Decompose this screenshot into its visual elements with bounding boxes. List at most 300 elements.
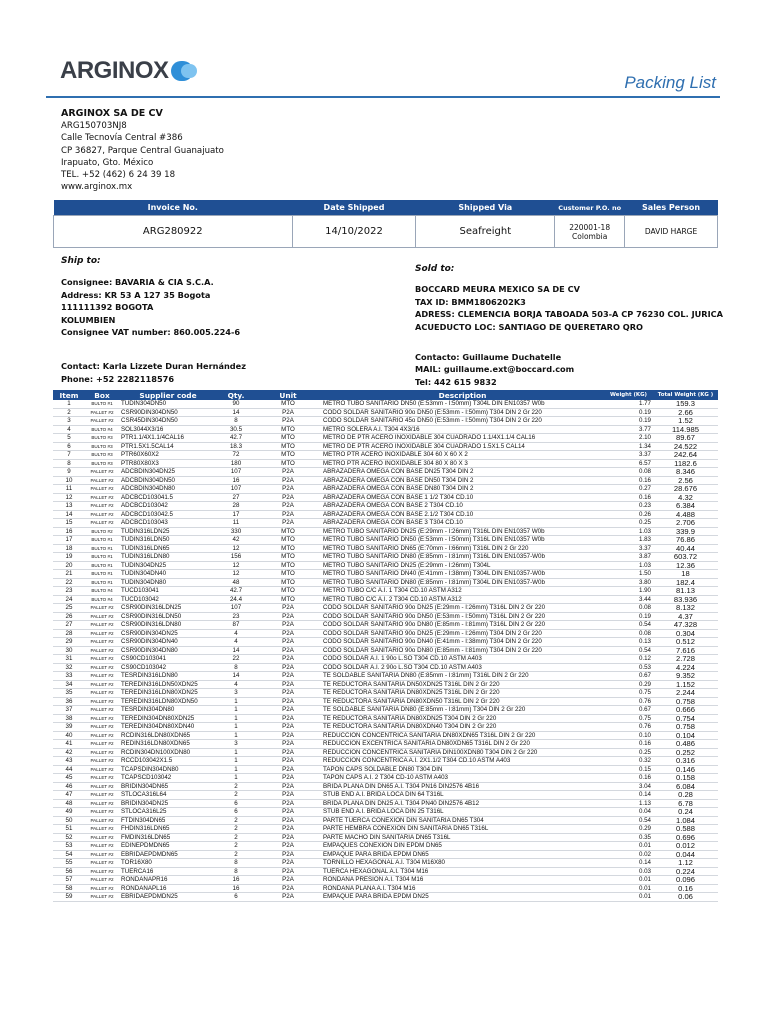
qty-cell: 1 xyxy=(217,731,255,740)
qty-cell: 14 xyxy=(217,646,255,655)
supplier-code-cell: ADCBCD103042 xyxy=(119,502,217,511)
box-cell: PALLET #2 xyxy=(85,697,119,706)
unit-cell: P2A xyxy=(255,629,321,638)
item-number-cell: 48 xyxy=(53,799,85,808)
sold-to-block xyxy=(415,263,723,388)
weight-cell: 0.75 xyxy=(604,714,653,723)
item-number-cell: 45 xyxy=(53,774,85,783)
supplier-code-cell: TCAPSDIN304DN80 xyxy=(119,765,217,774)
item-number-cell: 40 xyxy=(53,731,85,740)
unit-cell: P2A xyxy=(255,765,321,774)
supplier-code-cell: TESRDIN316LDN80 xyxy=(119,672,217,681)
box-cell: BULTO #1 xyxy=(85,536,119,545)
item-number-cell: 58 xyxy=(53,884,85,893)
qty-cell: 2 xyxy=(217,791,255,800)
weight-cell: 3.04 xyxy=(604,782,653,791)
ship-to-label: Ship to: xyxy=(61,256,101,266)
box-cell: PALLET #2 xyxy=(85,731,119,740)
qty-cell: 72 xyxy=(217,451,255,460)
weight-cell: 0.08 xyxy=(604,604,653,613)
description-cell: CODO SOLDAR SANITARIO 90o DN25 (E:29mm - I:26mm) T304 DIN 2 Gr 220 xyxy=(321,629,604,638)
weight-cell: 0.16 xyxy=(604,740,653,749)
unit-cell: P2A xyxy=(255,884,321,893)
supplier-code-cell: FTDIN304DN65 xyxy=(119,816,217,825)
supplier-code-cell: TUDIN316LDN65 xyxy=(119,544,217,553)
item-number-cell: 49 xyxy=(53,808,85,817)
qty-cell: 28 xyxy=(217,502,255,511)
total-weight-cell: 2.56 xyxy=(653,476,718,485)
total-weight-cell: 0.146 xyxy=(653,765,718,774)
total-weight-cell: 40.44 xyxy=(653,544,718,553)
logo-mark-icon xyxy=(171,61,201,81)
item-number-cell: 11 xyxy=(53,485,85,494)
description-cell: REDUCCION CONCENTRICA A.I. 2X1.1/2 T304 CD.10 ASTM A403 xyxy=(321,757,604,766)
table-row xyxy=(53,672,718,681)
total-weight-cell: 242.64 xyxy=(653,451,718,460)
qty-cell: 22 xyxy=(217,655,255,664)
total-weight-cell: 0.012 xyxy=(653,842,718,851)
description-cell: EMPAQUE PARA BRIDA EPDM DN25 xyxy=(321,893,604,902)
unit-cell: P2A xyxy=(255,723,321,732)
date-shipped: 14/10/2022 xyxy=(292,216,416,248)
table-row xyxy=(53,442,718,451)
supplier-code-cell: TUDIN316LDN25 xyxy=(119,527,217,536)
table-row xyxy=(53,867,718,876)
description-cell: ABRAZADERA OMEGA CON BASE 2.1/2 T304 CD.10 xyxy=(321,510,604,519)
description-cell: METRO TUBO SANITARIO DN80 (E:85mm - I:81mm) T304L DIN EN10357-W0b xyxy=(321,578,604,587)
table-row xyxy=(53,544,718,553)
supplier-code-cell: CSR90DIN304DN40 xyxy=(119,638,217,647)
weight-cell: 0.02 xyxy=(604,850,653,859)
table-row xyxy=(53,493,718,502)
table-row xyxy=(53,476,718,485)
weight-cell: 1.03 xyxy=(604,527,653,536)
col-description-header: Description xyxy=(321,390,604,400)
description-cell: BRIDA PLANA DIN DN25 A.I. T304 PN40 DIN2576 4B12 xyxy=(321,799,604,808)
col-total-weight-header: Total Weight (KG ) xyxy=(653,390,718,400)
description-cell: METRO TUBO C/C A.I. 1 T304 CD.10 ASTM A312 xyxy=(321,587,604,596)
table-row xyxy=(53,519,718,528)
item-number-cell: 4 xyxy=(53,425,85,434)
shipped-via-header: Shipped Via xyxy=(416,200,555,216)
unit-cell: P2A xyxy=(255,519,321,528)
item-number-cell: 26 xyxy=(53,612,85,621)
qty-cell: 24.4 xyxy=(217,595,255,604)
description-cell: METRO PTR ACERO INOXIDABLE 304 60 X 60 X 2 xyxy=(321,451,604,460)
box-cell: PALLET #2 xyxy=(85,646,119,655)
weight-cell: 0.01 xyxy=(604,876,653,885)
unit-cell: P2A xyxy=(255,476,321,485)
description-cell: REDUCCION CONCENTRICA SANITARIA DIN100XDN80 T304 DIN 2 Gr 220 xyxy=(321,748,604,757)
unit-cell: P2A xyxy=(255,417,321,426)
item-number-cell: 12 xyxy=(53,493,85,502)
unit-cell: MTO xyxy=(255,544,321,553)
unit-cell: P2A xyxy=(255,485,321,494)
unit-cell: P2A xyxy=(255,876,321,885)
supplier-code-cell: CSR90DIN304DN80 xyxy=(119,646,217,655)
unit-cell: P2A xyxy=(255,774,321,783)
supplier-code-cell: PTR1.5X1.5CAL14 xyxy=(119,442,217,451)
weight-cell: 0.35 xyxy=(604,833,653,842)
header-divider xyxy=(46,96,720,98)
weight-cell: 1.13 xyxy=(604,799,653,808)
supplier-code-cell: TCAPSCD103042 xyxy=(119,774,217,783)
description-cell: ABRAZADERA OMEGA CON BASE 2 T304 CD.10 xyxy=(321,502,604,511)
item-number-cell: 41 xyxy=(53,740,85,749)
unit-cell: P2A xyxy=(255,408,321,417)
weight-cell: 0.16 xyxy=(604,493,653,502)
box-cell: PALLET #2 xyxy=(85,408,119,417)
total-weight-cell: 0.28 xyxy=(653,791,718,800)
box-cell: BULTO #2 xyxy=(85,527,119,536)
unit-cell: P2A xyxy=(255,740,321,749)
supplier-code-cell: REDIN316LDN80XDN65 xyxy=(119,740,217,749)
description-cell: METRO TUBO SANITARIO DN40 (E:41mm - I:38mm) T304L DIN EN10357-W0b xyxy=(321,570,604,579)
supplier-code-cell: TEREDIN304DN80XDN40 xyxy=(119,723,217,732)
table-row xyxy=(53,774,718,783)
weight-cell: 0.26 xyxy=(604,510,653,519)
qty-cell: 42.7 xyxy=(217,587,255,596)
table-row xyxy=(53,408,718,417)
total-weight-cell: 8.132 xyxy=(653,604,718,613)
weight-cell: 3.87 xyxy=(604,553,653,562)
item-number-cell: 54 xyxy=(53,850,85,859)
description-cell: METRO TUBO SANITARIO DN50 (E:53mm - I:50mm) T304L DIN EN10357 W0b xyxy=(321,400,604,408)
qty-cell: 8 xyxy=(217,417,255,426)
table-row xyxy=(53,833,718,842)
unit-cell: P2A xyxy=(255,638,321,647)
qty-cell: 27 xyxy=(217,493,255,502)
description-cell: TE SOLDABLE SANITARIA DN80 (E:85mm - I:81mm) T316L DIN 2 Gr 220 xyxy=(321,672,604,681)
table-row xyxy=(53,782,718,791)
unit-cell: P2A xyxy=(255,842,321,851)
weight-cell: 0.14 xyxy=(604,791,653,800)
total-weight-cell: 1.152 xyxy=(653,680,718,689)
total-weight-cell: 0.096 xyxy=(653,876,718,885)
item-number-cell: 35 xyxy=(53,689,85,698)
supplier-code-cell: TUDIN316LDN50 xyxy=(119,536,217,545)
qty-cell: 1 xyxy=(217,765,255,774)
ship-to-line: Consignee VAT number: 860.005.224-6 xyxy=(61,327,241,338)
weight-cell: 6.57 xyxy=(604,459,653,468)
weight-cell: 0.67 xyxy=(604,706,653,715)
total-weight-cell: 0.758 xyxy=(653,697,718,706)
supplier-code-cell: TESRDIN304DN80 xyxy=(119,706,217,715)
weight-cell: 1.34 xyxy=(604,442,653,451)
supplier-code-cell: RONDANAPL16 xyxy=(119,884,217,893)
description-cell: METRO TUBO SANITARIO DN80 (E:85mm - I:81mm) T316L DIN EN10357-W0b xyxy=(321,553,604,562)
unit-cell: P2A xyxy=(255,799,321,808)
item-number-cell: 39 xyxy=(53,723,85,732)
table-row xyxy=(53,765,718,774)
box-cell: PALLET #2 xyxy=(85,867,119,876)
weight-cell: 0.54 xyxy=(604,816,653,825)
supplier-code-cell: TUDIN316LDN80 xyxy=(119,553,217,562)
item-number-cell: 13 xyxy=(53,502,85,511)
description-cell: TE SOLDABLE SANITARIA DN80 (E:85mm - I:81mm) T304 DIN 2 Gr 220 xyxy=(321,706,604,715)
unit-cell: P2A xyxy=(255,604,321,613)
supplier-code-cell: FMDIN316LDN65 xyxy=(119,833,217,842)
total-weight-cell: 0.696 xyxy=(653,833,718,842)
total-weight-cell: 0.16 xyxy=(653,884,718,893)
box-cell: PALLET #2 xyxy=(85,706,119,715)
item-number-cell: 43 xyxy=(53,757,85,766)
box-cell: PALLET #2 xyxy=(85,765,119,774)
unit-cell: MTO xyxy=(255,442,321,451)
unit-cell: MTO xyxy=(255,536,321,545)
item-number-cell: 22 xyxy=(53,578,85,587)
box-cell: BULTO #1 xyxy=(85,570,119,579)
supplier-code-cell: CS90CD103041 xyxy=(119,655,217,664)
box-cell: PALLET #2 xyxy=(85,791,119,800)
table-row xyxy=(53,680,718,689)
qty-cell: 16 xyxy=(217,876,255,885)
customer-po-country: Colombia xyxy=(572,231,608,241)
total-weight-cell: 18 xyxy=(653,570,718,579)
qty-cell: 2 xyxy=(217,850,255,859)
unit-cell: MTO xyxy=(255,570,321,579)
unit-cell: P2A xyxy=(255,731,321,740)
description-cell: RONDANA PLANA A.I. T304 M16 xyxy=(321,884,604,893)
box-cell: PALLET #2 xyxy=(85,740,119,749)
description-cell: CODO SOLDAR SANITARIO 90o DN40 (E:41mm - I:38mm) T304 DIN 2 Gr 220 xyxy=(321,638,604,647)
item-number-cell: 57 xyxy=(53,876,85,885)
description-cell: TE REDUCTORA SANITARIA DN80XDN40 T304 DIN 2 Gr 220 xyxy=(321,723,604,732)
qty-cell: 42 xyxy=(217,536,255,545)
qty-cell: 4 xyxy=(217,680,255,689)
unit-cell: P2A xyxy=(255,850,321,859)
description-cell: TE REDUCTORA SANITARIA DN50XDN25 T316L DIN 2 Gr 220 xyxy=(321,680,604,689)
description-cell: TUERCA HEXAGONAL A.I. T304 M16 xyxy=(321,867,604,876)
supplier-code-cell: CS90CD103042 xyxy=(119,663,217,672)
sold-to-line: BOCCARD MEURA MEXICO SA DE CV xyxy=(415,284,580,295)
total-weight-cell: 182.4 xyxy=(653,578,718,587)
supplier-code-cell: PTR1.1/4X1.1/4CAL16 xyxy=(119,434,217,443)
supplier-code-cell: FHDIN316LDN65 xyxy=(119,825,217,834)
supplier-code-cell: PTR80X80X3 xyxy=(119,459,217,468)
total-weight-cell: 0.044 xyxy=(653,850,718,859)
invoice-no: ARG280922 xyxy=(54,216,293,248)
box-cell: PALLET #2 xyxy=(85,485,119,494)
unit-cell: P2A xyxy=(255,493,321,502)
weight-cell: 0.13 xyxy=(604,638,653,647)
supplier-code-cell: CSR90DIN316LDN80 xyxy=(119,621,217,630)
box-cell: PALLET #2 xyxy=(85,663,119,672)
box-cell: BULTO #4 xyxy=(85,587,119,596)
unit-cell: P2A xyxy=(255,808,321,817)
ship-to-block xyxy=(61,255,246,385)
description-cell: ABRAZADERA OMEGA CON BASE 1 1/2 T304 CD.10 xyxy=(321,493,604,502)
box-cell: BULTO #1 xyxy=(85,553,119,562)
weight-cell: 0.67 xyxy=(604,672,653,681)
unit-cell: MTO xyxy=(255,459,321,468)
unit-cell: P2A xyxy=(255,748,321,757)
qty-cell: 16 xyxy=(217,884,255,893)
unit-cell: P2A xyxy=(255,646,321,655)
table-row xyxy=(53,434,718,443)
table-row xyxy=(53,553,718,562)
table-row xyxy=(53,510,718,519)
sold-to-line: ACUEDUCTO LOC: SANTIAGO DE QUERETARO QRO xyxy=(415,321,644,332)
supplier-code-cell: TOR16X80 xyxy=(119,859,217,868)
item-number-cell: 33 xyxy=(53,672,85,681)
supplier-code-cell: ADCBCD103042.5 xyxy=(119,510,217,519)
box-cell: PALLET #2 xyxy=(85,714,119,723)
box-cell: PALLET #2 xyxy=(85,519,119,528)
box-cell: PALLET #2 xyxy=(85,689,119,698)
col-box-header: Box xyxy=(85,390,119,400)
box-cell: PALLET #2 xyxy=(85,859,119,868)
description-cell: STUB END A.I. BRIDA LOCA DIN 25 T316L xyxy=(321,808,604,817)
unit-cell: P2A xyxy=(255,502,321,511)
item-number-cell: 27 xyxy=(53,621,85,630)
unit-cell: P2A xyxy=(255,621,321,630)
qty-cell: 3 xyxy=(217,740,255,749)
box-cell: PALLET #2 xyxy=(85,833,119,842)
item-number-cell: 1 xyxy=(53,400,85,408)
item-number-cell: 59 xyxy=(53,893,85,902)
table-row xyxy=(53,723,718,732)
description-cell: ABRAZADERA OMEGA CON BASE DN50 T304 DIN 2 xyxy=(321,476,604,485)
item-number-cell: 10 xyxy=(53,476,85,485)
description-cell: TE REDUCTORA SANITARIA DN80XDN25 T316L DIN 2 Gr 220 xyxy=(321,689,604,698)
item-number-cell: 16 xyxy=(53,527,85,536)
total-weight-cell: 0.252 xyxy=(653,748,718,757)
weight-cell: 0.76 xyxy=(604,723,653,732)
total-weight-cell: 0.758 xyxy=(653,723,718,732)
item-number-cell: 20 xyxy=(53,561,85,570)
supplier-code-cell: RCDIN304DN100XDN80 xyxy=(119,748,217,757)
supplier-code-cell: CSR90DIN316LDN25 xyxy=(119,604,217,613)
qty-cell: 90 xyxy=(217,400,255,408)
table-row xyxy=(53,638,718,647)
weight-cell: 3.37 xyxy=(604,451,653,460)
weight-cell: 0.01 xyxy=(604,884,653,893)
weight-cell: 1.77 xyxy=(604,400,653,408)
description-cell: TAPON CAPS A.I. 2 T304 CD-10 ASTM A403 xyxy=(321,774,604,783)
description-cell: CODO SOLDAR A.I. 2 90o L.SO T304 CD.10 ASTM A403 xyxy=(321,663,604,672)
table-row xyxy=(53,799,718,808)
description-cell: TE REDUCTORA SANITARIA DN80XDN50 T316L DIN 2 Gr 220 xyxy=(321,697,604,706)
supplier-code-cell: CSR90DIN304DN50 xyxy=(119,408,217,417)
item-number-cell: 29 xyxy=(53,638,85,647)
weight-cell: 0.29 xyxy=(604,680,653,689)
total-weight-cell: 0.06 xyxy=(653,893,718,902)
supplier-code-cell: CSR90DIN316LDN50 xyxy=(119,612,217,621)
table-row xyxy=(53,425,718,434)
unit-cell: MTO xyxy=(255,587,321,596)
unit-cell: MTO xyxy=(255,434,321,443)
box-cell: PALLET #2 xyxy=(85,629,119,638)
description-cell: CODO SOLDAR SANITARIO 90o DN80 (E:85mm - I:81mm) T304 DIN 2 Gr 220 xyxy=(321,646,604,655)
table-row xyxy=(53,578,718,587)
arginox-logo xyxy=(60,56,201,86)
weight-cell: 0.16 xyxy=(604,476,653,485)
table-row xyxy=(53,612,718,621)
unit-cell: MTO xyxy=(255,400,321,408)
description-cell: REDUCCION EXCENTRICA SANITARIA DN80XDN65 T316L DIN 2 Gr 220 xyxy=(321,740,604,749)
table-row xyxy=(53,825,718,834)
weight-cell: 0.27 xyxy=(604,485,653,494)
supplier-code-cell: RCCD103042X1.5 xyxy=(119,757,217,766)
description-cell: ABRAZADERA OMEGA CON BASE DN80 T304 DIN 2 xyxy=(321,485,604,494)
unit-cell: MTO xyxy=(255,553,321,562)
box-cell: PALLET #2 xyxy=(85,604,119,613)
weight-cell: 0.75 xyxy=(604,689,653,698)
table-row xyxy=(53,629,718,638)
qty-cell: 107 xyxy=(217,604,255,613)
box-cell: BULTO #4 xyxy=(85,425,119,434)
unit-cell: P2A xyxy=(255,782,321,791)
item-number-cell: 37 xyxy=(53,706,85,715)
customer-po xyxy=(555,216,625,248)
total-weight-cell: 0.512 xyxy=(653,638,718,647)
supplier-code-cell: ADCBCD103043 xyxy=(119,519,217,528)
col-qty-header: Qty. xyxy=(217,390,255,400)
item-number-cell: 8 xyxy=(53,459,85,468)
page-title: Packing List xyxy=(624,73,716,92)
box-cell: PALLET #2 xyxy=(85,621,119,630)
qty-cell: 14 xyxy=(217,408,255,417)
total-weight-cell: 603.72 xyxy=(653,553,718,562)
total-weight-cell: 8.346 xyxy=(653,468,718,477)
items-table xyxy=(53,390,718,902)
box-cell: BULTO #3 xyxy=(85,459,119,468)
total-weight-cell: 6.084 xyxy=(653,782,718,791)
customer-po-number: 220001-18 xyxy=(569,222,611,232)
box-cell: PALLET #2 xyxy=(85,417,119,426)
total-weight-cell: 1.12 xyxy=(653,859,718,868)
unit-cell: P2A xyxy=(255,689,321,698)
table-row xyxy=(53,400,718,408)
description-cell: TE REDUCTORA SANITARIA DN80XDN25 T304 DIN 2 Gr 220 xyxy=(321,714,604,723)
qty-cell: 30.5 xyxy=(217,425,255,434)
table-row xyxy=(53,646,718,655)
unit-cell: P2A xyxy=(255,757,321,766)
ship-to-line: 111111392 BOGOTA xyxy=(61,302,154,313)
table-row xyxy=(53,791,718,800)
total-weight-cell: 76.86 xyxy=(653,536,718,545)
box-cell: PALLET #2 xyxy=(85,842,119,851)
qty-cell: 42.7 xyxy=(217,434,255,443)
qty-cell: 3 xyxy=(217,689,255,698)
weight-cell: 0.32 xyxy=(604,757,653,766)
weight-cell: 0.19 xyxy=(604,612,653,621)
weight-cell: 0.25 xyxy=(604,519,653,528)
description-cell: ABRAZADERA OMEGA CON BASE DN25 T304 DIN 2 xyxy=(321,468,604,477)
company-line: Irapuato, Gto. México xyxy=(61,157,154,168)
qty-cell: 48 xyxy=(217,578,255,587)
item-number-cell: 55 xyxy=(53,859,85,868)
unit-cell: MTO xyxy=(255,561,321,570)
supplier-code-cell: RONDANAPR16 xyxy=(119,876,217,885)
table-row xyxy=(53,587,718,596)
weight-cell: 0.19 xyxy=(604,417,653,426)
weight-cell: 0.12 xyxy=(604,655,653,664)
weight-cell: 1.03 xyxy=(604,561,653,570)
supplier-code-cell: TUDIN304DN25 xyxy=(119,561,217,570)
weight-cell: 0.14 xyxy=(604,859,653,868)
total-weight-cell: 7.616 xyxy=(653,646,718,655)
item-number-cell: 7 xyxy=(53,451,85,460)
qty-cell: 6 xyxy=(217,808,255,817)
box-cell: PALLET #2 xyxy=(85,808,119,817)
total-weight-cell: 0.754 xyxy=(653,714,718,723)
qty-cell: 156 xyxy=(217,553,255,562)
table-row xyxy=(53,757,718,766)
ship-to-phone: Phone: +52 2282118576 xyxy=(61,373,175,384)
total-weight-cell: 24.522 xyxy=(653,442,718,451)
